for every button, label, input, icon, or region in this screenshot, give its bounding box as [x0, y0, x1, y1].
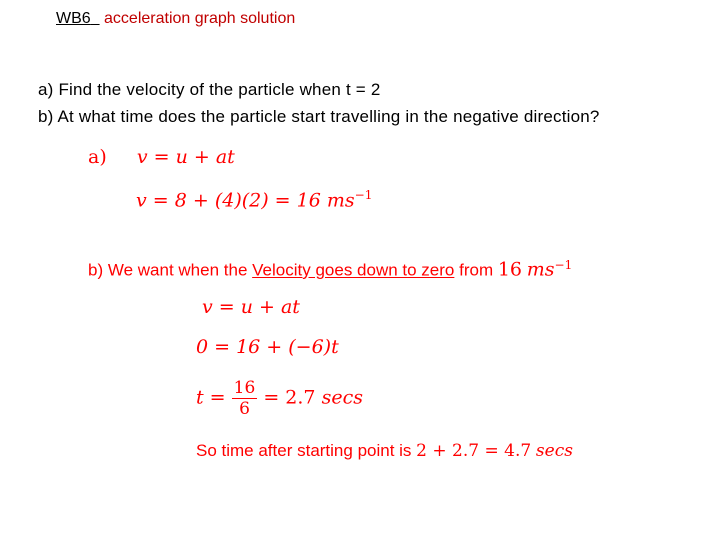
conclusion-text: So time after starting point is: [196, 441, 412, 460]
solution-a-equation1: v = u + at: [136, 146, 235, 168]
solution-b-equation2: 0 = 16 + (−6)t: [196, 336, 339, 358]
solution-b-text-before: We want when the: [107, 260, 248, 280]
solution-b-from-unit: ms: [526, 258, 555, 281]
solution-a-line2: [136, 188, 372, 211]
solution-b-label: b): [88, 260, 104, 280]
worksheet-label: WB6: [56, 10, 91, 27]
solution-b-eq3-lhs: t =: [196, 386, 226, 409]
question-a: a) Find the velocity of the particle when t = 2: [38, 80, 381, 99]
conclusion-unit: secs: [535, 441, 573, 461]
solution-b-conclusion: [196, 441, 573, 461]
fraction-denominator: 6: [239, 399, 250, 419]
title-spacer: [91, 10, 100, 27]
solution-b-fraction: [232, 378, 258, 419]
solution-b-from-exponent: −1: [554, 258, 573, 272]
solution-b-underlined-text: Velocity goes down to zero: [252, 260, 455, 280]
solution-b-eq3-unit: secs: [321, 386, 363, 409]
fraction-numerator: 16: [233, 378, 256, 398]
solution-a-label: a): [88, 146, 107, 168]
solution-b-text-after: from: [459, 260, 494, 280]
solution-b-equation1: v = u + at: [202, 296, 300, 318]
title-text: acceleration graph solution: [104, 10, 296, 27]
conclusion-equation: 2 + 2.7 = 4.7: [416, 441, 532, 461]
page-title: [56, 10, 295, 28]
question-b: b) At what time does the particle start travelling in the negative direction?: [38, 107, 600, 126]
solution-b-from-value: 16: [497, 258, 523, 281]
solution-a-exponent: −1: [354, 188, 373, 202]
solution-b-equation3: [196, 378, 363, 419]
solution-b-intro: [88, 258, 572, 281]
solution-b-eq3-rhs: = 2.7: [263, 386, 316, 409]
solution-a-unit: ms: [326, 189, 355, 212]
solution-a-line1: [88, 146, 235, 168]
solution-a-equation2: v = 8 + (4)(2) = 16: [136, 189, 321, 212]
